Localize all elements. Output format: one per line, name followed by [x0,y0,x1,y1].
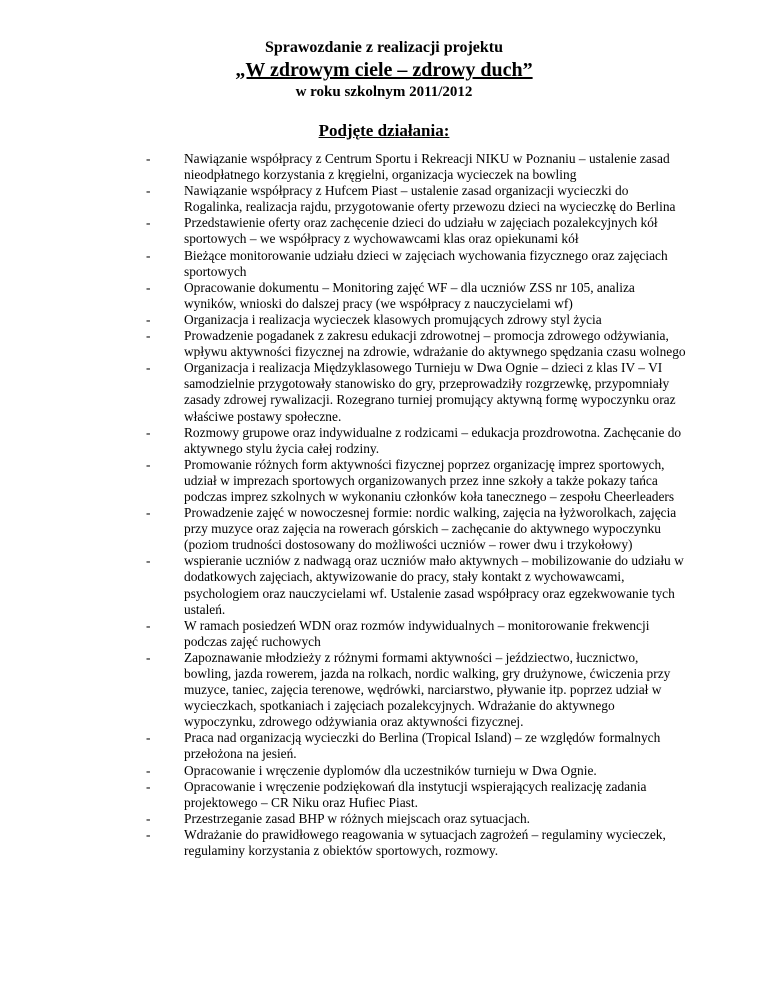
list-item-text: Wdrażanie do prawidłowego reagowania w sytuacjach zagrożeń – regulaminy wycieczek, regulaminy korzystania z obiektów sportowych, rozmowy. [184,826,666,859]
list-item [0,457,768,505]
bullet-dash: - [146,360,151,376]
list-item [0,650,768,730]
bullet-dash: - [146,778,151,794]
section-title: Podjęte działania: [318,121,450,140]
list-item [0,360,768,424]
list-item [0,618,768,650]
list-item-text: Promowanie różnych form aktywności fizycznej poprzez organizację imprez sportowych, udział w imprezach sportowych organizowanych przez inne szkoły a także pokazy tańca podczas imprez szkolnych w wykonaniu członków koła tanecznego – zespołu Cheerleaders [184,456,675,504]
list-item-text: Prowadzenie zajęć w nowoczesnej formie: nordic walking, zajęcia na łyżworolkach, zajęcia przy muzyce oraz zajęcia na rowerach górskich – zachęcanie do aktywnego wypoczynku (poziom trudności dostosowany do możliwości uczniów – rower dwu i trzykołowy) [184,505,677,553]
bullet-dash: - [146,183,151,199]
list-item-text: Opracowanie i wręczenie dyplomów dla uczestników turnieju w Dwa Ognie. [184,762,597,778]
bullet-dash: - [146,730,151,746]
bullet-dash: - [146,553,151,569]
bullet-dash: - [146,810,151,826]
activities-list [0,151,768,859]
list-item [0,183,768,215]
list-item-text: Nawiązanie współpracy z Hufcem Piast – ustalenie zasad organizacji wycieczki do Rogalinka, realizacja rajdu, przygotowanie oferty przewozu dzieci na wycieczkę do Berlina [184,183,676,215]
bullet-dash: - [146,215,151,231]
list-item-text: Przestrzeganie zasad BHP w różnych miejscach oraz sytuacjach. [184,810,531,826]
list-item [0,312,768,328]
bullet-dash: - [146,151,151,166]
bullet-dash: - [146,649,151,665]
bullet-dash: - [146,762,151,778]
list-item [0,328,768,360]
list-item [0,280,768,312]
list-item-text: Przedstawienie oferty oraz zachęcenie dzieci do udziału w zajęciach pozalekcyjnych kół sportowych – we współpracy z wychowawcami klas oraz opiekunami kół [184,215,658,247]
list-item [0,215,768,247]
bullet-dash: - [146,247,151,263]
bullet-dash: - [146,279,151,295]
list-item-text: Rozmowy grupowe oraz indywidualne z rodzicami – edukacja prozdrowotna. Zachęcanie do aktywnego stylu życia całej rodziny. [184,424,682,456]
bullet-dash: - [146,617,151,633]
list-item-text: Organizacja i realizacja wycieczek klasowych promujących zdrowy styl życia [184,311,602,327]
project-name: „W zdrowym ciele – zdrowy duch” [235,59,533,81]
bullet-dash: - [146,826,151,842]
list-item [0,151,768,183]
list-item-text: wspieranie uczniów z nadwagą oraz uczniów mało aktywnych – mobilizowanie do udziału w dodatkowych zajęciach, aktywizowanie do pracy, stały kontakt z wychowawcami, psychologiem oraz nauczycielami wf. Ustalenie zasad współpracy oraz egzekwowanie tych ustaleń. [184,553,684,617]
list-item [0,248,768,280]
list-item [0,425,768,457]
list-item-text: Praca nad organizacją wycieczki do Berlina (Tropical Island) – ze względów formalnych przełożona na jesień. [184,730,661,762]
list-item-text: W ramach posiedzeń WDN oraz rozmów indywidualnych – monitorowanie frekwencji podczas zajęć ruchowych [184,617,650,649]
report-title: Sprawozdanie z realizacji projektu [264,39,504,56]
list-item [0,763,768,779]
list-item-text: Zapoznawanie młodzieży z różnymi formami aktywności – jeździectwo, łucznictwo, bowling, jazda rowerem, jazda na rolkach, nordic walking, gry drużynowe, ćwiczenia przy muzyce, taniec, zajęcia terenowe, wędrówki, narciarstwo, pływanie itp. poprzez udział w wycieczkach, spotkaniach i zajęciach pozalekcyjnych. Wdrażanie do aktywnego wypoczynku, zdrowego odżywiania oraz aktywności fizycznej. [184,649,671,730]
bullet-dash: - [146,505,151,521]
list-item-text: Organizacja i realizacja Międzyklasowego Turnieju w Dwa Ognie – dzieci z klas IV – VI samodzielnie przygotowały stanowisko do gry, przeprowadziły rozgrzewkę, przypomniały zasady zdrowej rywalizacji. Rozegrano turniej promujący aktywną formę wypoczynku oraz właściwe postawy społeczne. [184,360,676,424]
list-item-text: Bieżące monitorowanie udziału dzieci w zajęciach wychowania fizycznego oraz zajęciach sportowych [184,247,668,279]
school-year: w roku szkolnym 2011/2012 [295,84,473,100]
list-item-text: Opracowanie i wręczenie podziękowań dla instytucji wspierających realizację zadania projektowego – CR Niku oraz Hufiec Piast. [184,778,647,810]
list-item [0,505,768,553]
document-header [0,38,768,102]
list-item [0,811,768,827]
bullet-dash: - [146,311,151,327]
bullet-dash: - [146,456,151,472]
list-item-text: Opracowanie dokumentu – Monitoring zajęć WF – dla uczniów ZSS nr 105, analiza wyników, wnioski do dalszej pracy (we współpracy z nauczycielami wf) [184,279,635,311]
list-item-text: Nawiązanie współpracy z Centrum Sportu i Rekreacji NIKU w Poznaniu – ustalenie zasad nieodpłatnego korzystania z kręgielni, organizacja wycieczek na bowling [184,151,670,183]
bullet-dash: - [146,328,151,344]
list-item-text: Prowadzenie pogadanek z zakresu edukacji zdrowotnej – promocja zdrowego odżywiania, wpływu aktywności fizycznej na zdrowie, wdrażanie do aktywnego spędzania czasu wolnego [184,328,686,360]
list-item [0,730,768,762]
list-item [0,827,768,859]
list-item [0,553,768,617]
list-item [0,779,768,811]
bullet-dash: - [146,424,151,440]
